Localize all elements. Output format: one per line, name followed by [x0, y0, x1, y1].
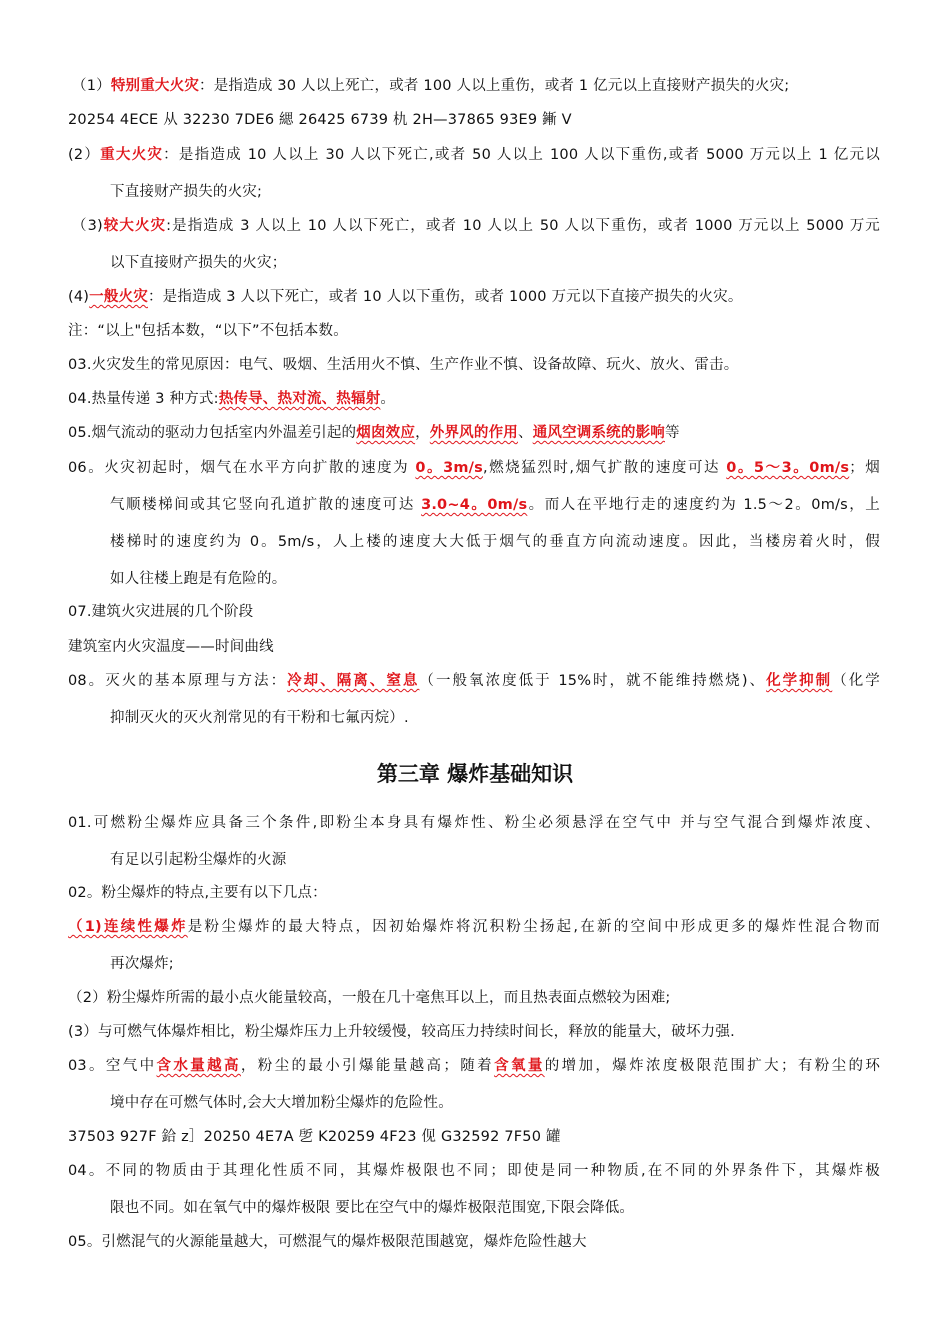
explosion-03-cont: 境中存在可燃气体时,会大大增加粉尘爆炸的危险性。: [110, 1095, 453, 1111]
term-highlight: 化学抑制: [766, 673, 833, 689]
text: ，: [415, 425, 430, 441]
text: 05.烟气流动的驱动力包括室内外温差引起的: [68, 425, 357, 441]
term-highlight: 热传导、热对流、热辐射: [218, 391, 381, 407]
term-highlight: 特别重大火灾: [110, 78, 200, 94]
item-prefix: (4): [68, 289, 90, 305]
fire-class-2-cont: 下直接财产损失的火灾;: [110, 184, 263, 200]
section-04: [68, 389, 880, 409]
term-highlight: 通风空调系统的影响: [532, 425, 665, 441]
item-prefix: （1）: [72, 78, 111, 94]
text: 。而人在平地行走的速度约为 1.5～2。0m/s，上: [527, 497, 880, 513]
value-highlight: 3.0~4。0m/s: [421, 497, 528, 513]
section-08-cont: 抑制灭火的灭火剂常见的有干粉和七氟丙烷）.: [110, 710, 409, 726]
definition-text: ：是指造成 3 人以下死亡，或者 10 人以下重伤，或者 1000 万元以下直接产损失的火灾。: [147, 289, 743, 305]
text: （一般氧浓度低于 15%时，就不能维持燃烧)、: [419, 673, 767, 689]
note-line: 注：“以上"包括本数，“以下”不包括本数。: [68, 323, 348, 339]
text: ；烟: [849, 460, 880, 476]
text: 气顺楼梯间或其它竖向孔道扩散的速度可达: [110, 497, 422, 513]
section-03: 03.火灾发生的常见原因：电气、吸烟、生活用火不慎、生产作业不慎、设备故障、玩火、放火、雷击。: [68, 357, 739, 373]
text: 的增加，爆炸浓度极限范围扩大；有粉尘的环: [544, 1058, 881, 1074]
explosion-02-item-1-cont: 再次爆炸;: [110, 956, 174, 972]
text: 06。火灾初起时，烟气在水平方向扩散的速度为: [68, 460, 416, 476]
section-05: [68, 423, 880, 443]
fire-class-1: [72, 76, 880, 96]
chapter-title: 第三章 爆炸基础知识: [376, 762, 574, 786]
explosion-05: 05。引燃混气的火源能量越大，可燃混气的爆炸极限范围越宽，爆炸危险性越大: [68, 1234, 587, 1250]
explosion-04-cont: 限也不同。如在氧气中的爆炸极限 要比在空气中的爆炸极限范围宽,下限会降低。: [110, 1200, 635, 1216]
explosion-03: [68, 1056, 880, 1076]
fire-class-3-cont: 以下直接财产损失的火灾；: [110, 255, 287, 271]
fire-class-3: [72, 216, 880, 236]
explosion-02-item-1: [68, 917, 880, 937]
term-highlight: 外界风的作用: [429, 425, 518, 441]
code-line: 20254 4ECE 从 32230 7DE6 緦 26425 6739 朹 2H—37865 93E9 鏩 V: [68, 112, 572, 128]
term-highlight: （1)连续性爆炸: [68, 919, 188, 935]
section-08: [68, 671, 880, 691]
text: 等: [665, 425, 680, 441]
explosion-02-item-3: (3）与可燃气体爆炸相比，粉尘爆炸压力上升较缓慢，较高压力持续时间长，释放的能量大，破坏力强.: [68, 1024, 735, 1040]
item-prefix: (2）: [68, 147, 101, 163]
section-06-cont-3: 如人往楼上跑是有危险的。: [110, 571, 287, 587]
section-07: 07.建筑火灾进展的几个阶段: [68, 604, 254, 620]
term-highlight: 重大火灾: [100, 147, 164, 163]
explosion-04: 04。不同的物质由于其理化性质不同，其爆炸极限也不同；即使是同一种物质,在不同的外界条件下，其爆炸极: [68, 1163, 880, 1179]
text: 。: [380, 391, 396, 407]
text: 08。灭火的基本原理与方法：: [68, 673, 288, 689]
explosion-01-cont: 有足以引起粉尘爆炸的火源: [110, 852, 287, 868]
text: 是粉尘爆炸的最大特点，因初始爆炸将沉积粉尘扬起,在新的空间中形成更多的爆炸性混合物而: [187, 919, 880, 935]
fire-class-4: [68, 287, 880, 307]
definition-text: ：是指造成 30 人以上死亡，或者 100 人以上重伤，或者 1 亿元以上直接财产损失的火灾;: [199, 78, 790, 94]
definition-text: ：是指造成 10 人以上 30 人以下死亡,或者 50 人以上 100 人以下重伤,或者 5000 万元以上 1 亿元以: [163, 147, 880, 163]
text: （化学: [832, 673, 881, 689]
section-06-cont-1: [110, 495, 880, 515]
code-line: 37503 927F 鉿 z］20250 4E7A 乺 K20259 4F23 伣 G32592 7F50 罐: [68, 1129, 561, 1145]
section-06: [68, 458, 880, 478]
term-highlight: 冷却、隔离、窒息: [287, 673, 420, 689]
curve-caption: 建筑室内火灾温度——时间曲线: [68, 639, 274, 655]
section-06-cont-2: 楼梯时的速度约为 0。5m/s，人上楼的速度大大低于烟气的垂直方向流动速度。因此，当楼房着火时，假: [110, 534, 880, 550]
explosion-02-item-2: （2）粉尘爆炸所需的最小点火能量较高，一般在几十毫焦耳以上，而且热表面点燃较为困难;: [68, 990, 671, 1006]
text: ,燃烧猛烈时,烟气扩散的速度可达: [483, 460, 727, 476]
text: 03。空气中: [68, 1058, 157, 1074]
term-highlight: 含氧量: [494, 1058, 545, 1074]
text: 04.热量传递 3 种方式:: [68, 391, 219, 407]
term-highlight: 烟囱效应: [356, 425, 416, 441]
definition-text: :是指造成 3 人以上 10 人以下死亡，或者 10 人以上 50 人以下重伤，或者 1000 万元以上 5000 万元: [166, 218, 880, 234]
item-prefix: （3): [72, 218, 103, 234]
explosion-02: 02。粉尘爆炸的特点,主要有以下几点：: [68, 885, 327, 901]
text: 、: [517, 425, 533, 441]
term-highlight: 含水量越高: [156, 1058, 241, 1074]
explosion-01: 01.可燃粉尘爆炸应具备三个条件,即粉尘本身具有爆炸性、粉尘必须悬浮在空气中 并与空气混合到爆炸浓度、: [68, 815, 880, 831]
term-highlight: 较大火灾: [102, 218, 167, 234]
value-highlight: 0。3m/s: [415, 460, 484, 476]
value-highlight: 0。5～3。0m/s: [726, 460, 850, 476]
term-highlight: 一般火灾: [89, 289, 148, 305]
text: ，粉尘的最小引爆能量越高；随着: [240, 1058, 495, 1074]
fire-class-2: [68, 145, 880, 165]
